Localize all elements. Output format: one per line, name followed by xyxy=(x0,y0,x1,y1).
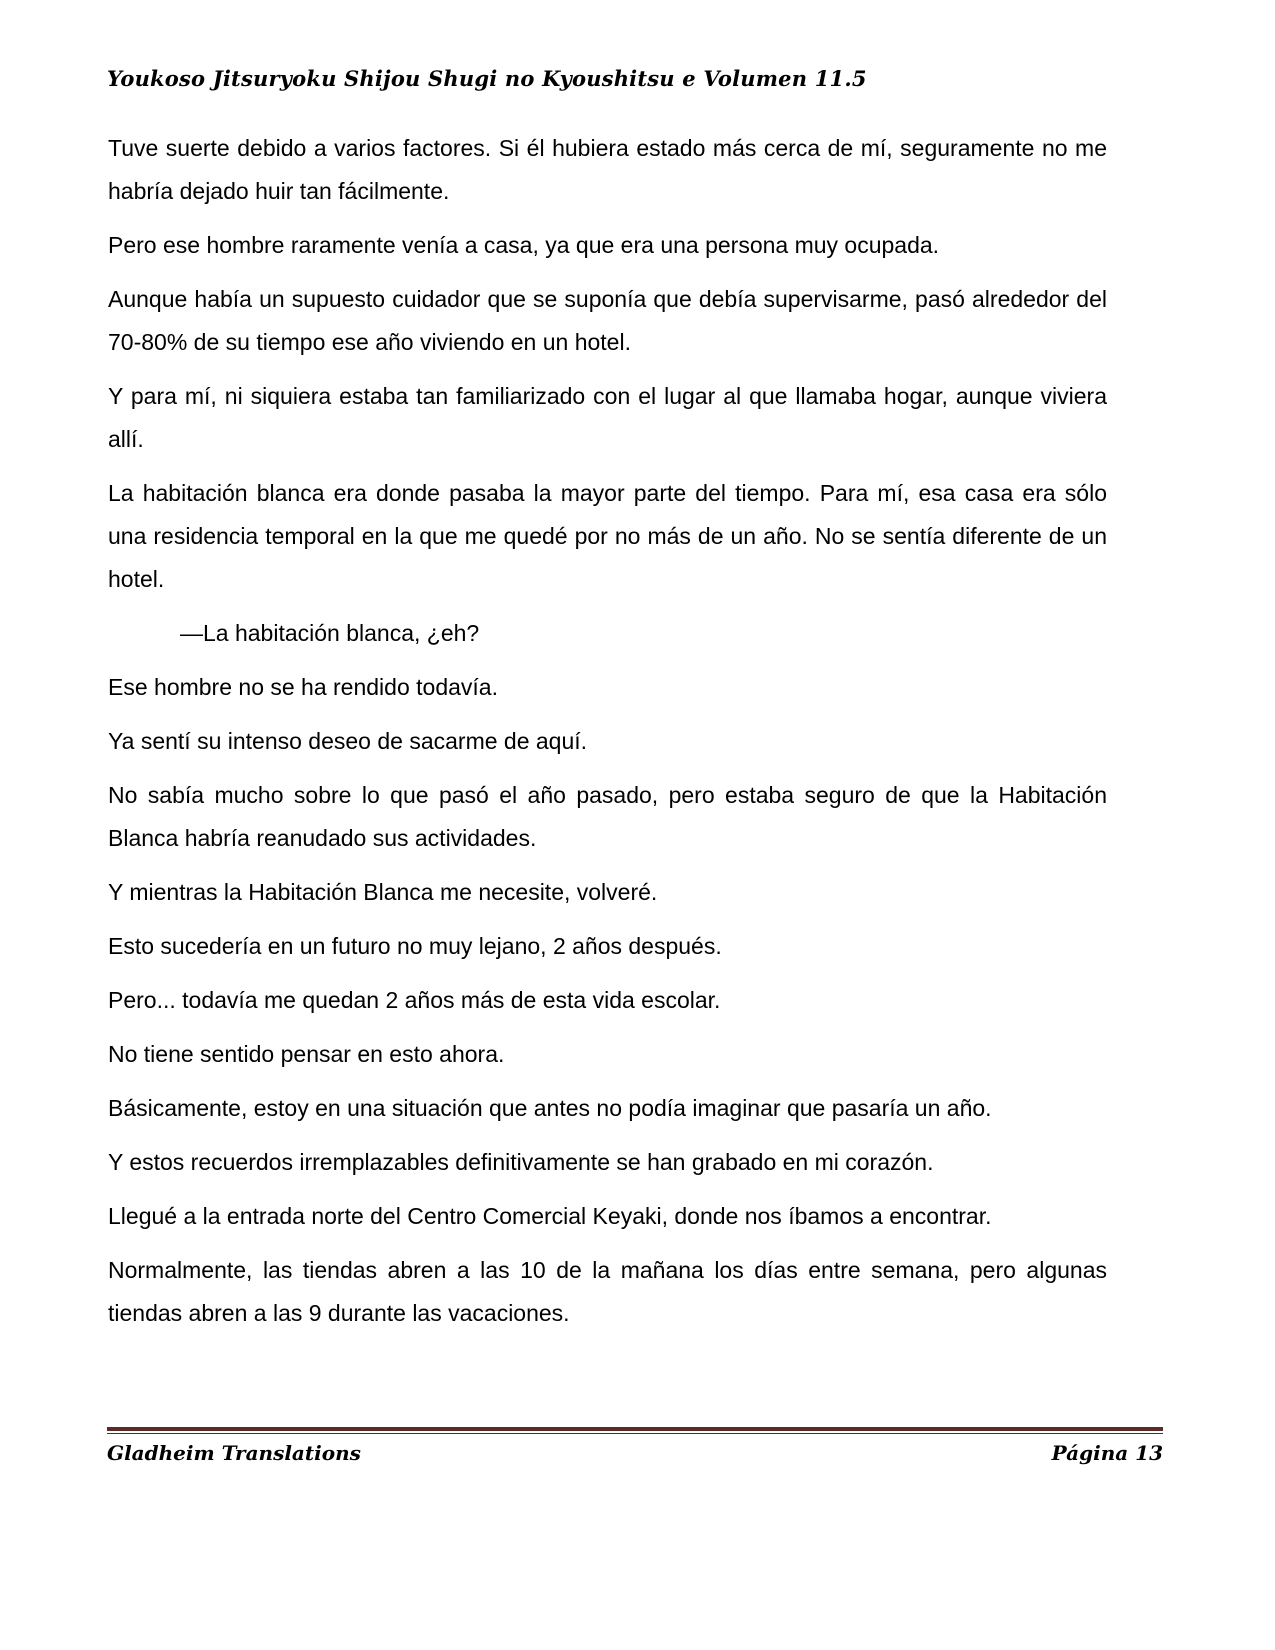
header-title: Youkoso Jitsuryoku Shijou Shugi no Kyoushitsu e Volumen 11.5 xyxy=(107,66,867,91)
paragraph: Ese hombre no se ha rendido todavía. xyxy=(108,674,498,700)
footer-divider xyxy=(107,1427,1163,1434)
paragraph: Básicamente, estoy en una situación que antes no podía imaginar que pasaría un año. xyxy=(108,1095,992,1121)
paragraph: Y mientras la Habitación Blanca me necesite, volveré. xyxy=(108,879,658,905)
paragraph: Pero ese hombre raramente venía a casa, ya que era una persona muy ocupada. xyxy=(108,232,940,258)
paragraph: Y para mí, ni siquiera estaba tan familiarizado con el lugar al que llamaba hogar, aunque viviera allí. xyxy=(108,383,1107,452)
footer-page-number: Página 13 xyxy=(1051,1441,1163,1465)
page-header xyxy=(107,66,1165,91)
body-content xyxy=(108,127,1107,1346)
paragraph: La habitación blanca era donde pasaba la mayor parte del tiempo. Para mí, esa casa era sólo una residencia temporal en la que me quedé por no más de un año. No se sentía diferente de un hotel. xyxy=(108,480,1107,592)
paragraph: Pero... todavía me quedan 2 años más de esta vida escolar. xyxy=(108,987,721,1013)
paragraph: Esto sucedería en un futuro no muy lejano, 2 años después. xyxy=(108,933,722,959)
dialogue-paragraph: —La habitación blanca, ¿eh? xyxy=(180,620,480,646)
paragraph: Tuve suerte debido a varios factores. Si él hubiera estado más cerca de mí, seguramente no me habría dejado huir tan fácilmente. xyxy=(108,135,1107,204)
page-footer xyxy=(107,1427,1163,1465)
paragraph: Aunque había un supuesto cuidador que se suponía que debía supervisarme, pasó alrededor del 70-80% de su tiempo ese año viviendo en un hotel. xyxy=(108,286,1107,355)
paragraph: Y estos recuerdos irremplazables definitivamente se han grabado en mi corazón. xyxy=(108,1149,934,1175)
paragraph: No sabía mucho sobre lo que pasó el año pasado, pero estaba seguro de que la Habitación Blanca habría reanudado sus actividades. xyxy=(108,782,1107,851)
paragraph: Ya sentí su intenso deseo de sacarme de aquí. xyxy=(108,728,588,754)
paragraph: No tiene sentido pensar en esto ahora. xyxy=(108,1041,505,1067)
paragraph: Normalmente, las tiendas abren a las 10 de la mañana los días entre semana, pero algunas tiendas abren a las 9 durante las vacaciones. xyxy=(108,1257,1107,1326)
footer-row xyxy=(107,1441,1163,1465)
footer-translator-credit: Gladheim Translations xyxy=(107,1441,361,1465)
paragraph: Llegué a la entrada norte del Centro Comercial Keyaki, donde nos íbamos a encontrar. xyxy=(108,1203,992,1229)
